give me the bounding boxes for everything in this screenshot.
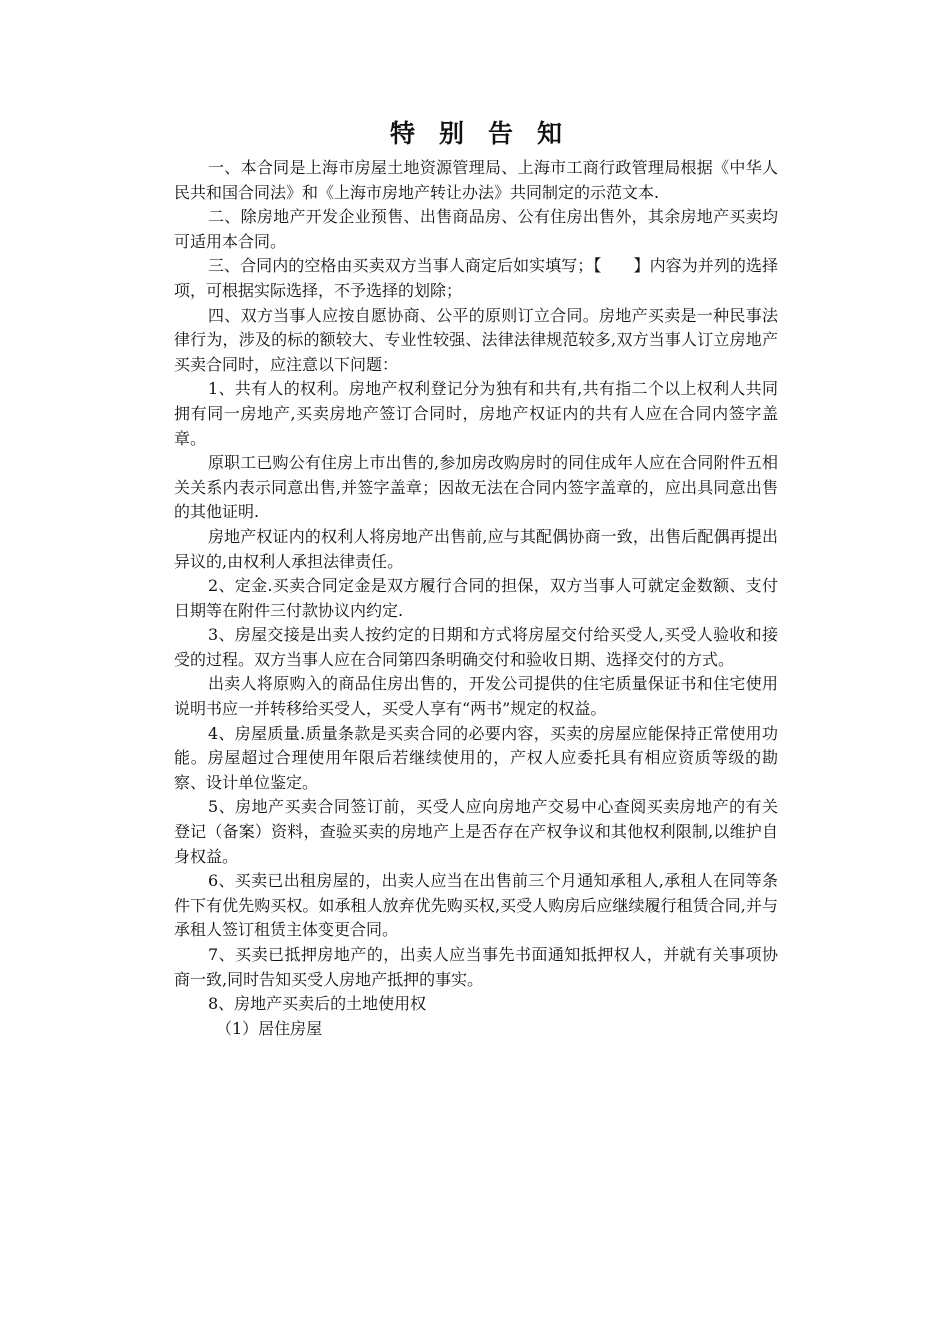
paragraph-12: 5、房地产买卖合同签订前，买受人应向房地产交易中心查阅买卖房地产的有关登记（备案）资料，查验买卖的房地产上是否存在产权争议和其他权利限制,以维护自身权益。: [174, 797, 778, 866]
paragraph-3: 三、合同内的空格由买卖双方当事人商定后如实填写；【 】内容为并列的选择项，可根据实际选择，不予选择的划除；: [174, 256, 778, 300]
paragraph-16: （1）居住房屋: [216, 1018, 323, 1038]
paragraph-11: 4、房屋质量.质量条款是买卖合同的必要内容，买卖的房屋应能保持正常使用功能。房屋超过合理使用年限后若继续使用的，产权人应委托具有相应资质等级的勘察、设计单位鉴定。: [174, 723, 778, 792]
document-body: [174, 114, 778, 1041]
document-title: 特别告知: [389, 119, 586, 148]
paragraph-10: 出卖人将原购入的商品住房出售的，开发公司提供的住宅质量保证书和住宅使用说明书应一并转移给买受人，买受人享有“两书”规定的权益。: [174, 674, 778, 719]
paragraph-4: 四、双方当事人应按自愿协商、公平的原则订立合同。房地产买卖是一种民事法律行为，涉及的标的额较大、专业性较强、法律法律规范较多,双方当事人订立房地产买卖合同时，应注意以下问题：: [174, 305, 778, 374]
paragraph-9: 3、房屋交接是出卖人按约定的日期和方式将房屋交付给买受人,买受人验收和接受的过程。双方当事人应在合同第四条明确交付和验收日期、选择交付的方式。: [174, 625, 778, 669]
paragraph-8: 2、定金.买卖合同定金是双方履行合同的担保，双方当事人可就定金数额、支付日期等在附件三付款协议内约定.: [174, 576, 778, 620]
paragraph-15: 8、房地产买卖后的土地使用权: [208, 994, 427, 1014]
paragraph-6: 原职工已购公有住房上市出售的,参加房改购房时的同住成年人应在合同附件五相关关系内表示同意出售,并签字盖章；因故无法在合同内签字盖章的，应出具同意出售的其他证明.: [174, 453, 778, 522]
paragraph-14: 7、买卖已抵押房地产的，出卖人应当事先书面通知抵押权人，并就有关事项协商一致,同时告知买受人房地产抵押的事实。: [174, 945, 778, 989]
paragraph-1: 一、本合同是上海市房屋土地资源管理局、上海市工商行政管理局根据《中华人民共和国合同法》和《上海市房地产转让办法》共同制定的示范文本.: [174, 158, 778, 202]
paragraph-7: 房地产权证内的权利人将房地产出售前,应与其配偶协商一致，出售后配偶再提出异议的,由权利人承担法律责任。: [174, 526, 778, 571]
paragraph-5: 1、共有人的权利。房地产权利登记分为独有和共有,共有指二个以上权利人共同拥有同一房地产,买卖房地产签订合同时，房地产权证内的共有人应在合同内签字盖章。: [174, 379, 778, 448]
paragraph-2: 二、除房地产开发企业预售、出售商品房、公有住房出售外，其余房地产买卖均可适用本合同。: [174, 207, 778, 251]
paragraph-13: 6、买卖已出租房屋的，出卖人应当在出售前三个月通知承租人,承租人在同等条件下有优先购买权。如承租人放弃优先购买权,买受人购房后应继续履行租赁合同,并与承租人签订租赁主体变更合同。: [174, 871, 778, 940]
